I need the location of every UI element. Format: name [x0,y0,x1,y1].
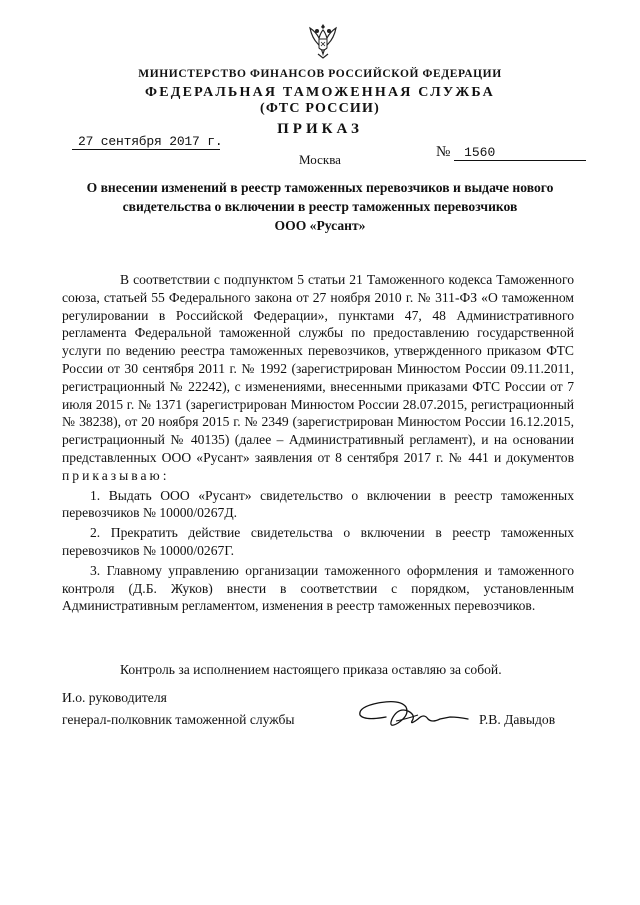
preamble-text: В соответствии с подпунктом 5 статьи 21 Таможенного кодекса Таможенного союза, статьей 55 Федерального закона от 27 ноября 2010 г. № 311-ФЗ «О таможенном регулировании в Российской Федерации», пунктами 47, 48 Административного регламента Федеральной таможенной службы по предоставлению государственной услуги по ведению реестра таможенных перевозчиков, утвержденного приказом ФТС России от 30 сентября 2011 г. № 1992 (зарегистрирован Минюстом России 09.11.2011, регистрационный № 22242), с изменениями, внесенными приказами ФТС России от 7 июля 2015 г. № 1371 (зарегистрирован Минюстом России 28.07.2015, регистрационный № 38238), от 20 ноября 2015 г. № 2349 (зарегистрирован Минюстом России 16.12.2015, регистрационный № 40135) (далее – Административный регламент), и на основании представленных ООО «Русант» заявления от 8 сентября 2017 г. № 441 и документов [62,272,574,465]
handwritten-signature-icon [356,695,484,735]
order-item: 2. Прекратить действие свидетельства о включении в реестр таможенных перевозчиков № 10000/0267Г. [62,525,574,558]
order-item: 1. Выдать ООО «Русант» свидетельство о включении в реестр таможенных перевозчиков № 10000/0267Д. [62,487,574,521]
control-clause: Контроль за исполнением настоящего приказа оставляю за собой. [120,662,502,677]
signer-position-line2: генерал-полковник таможенной службы [62,712,295,727]
service-abbreviation: (ФТС РОССИИ) [260,101,380,116]
city: Москва [299,152,341,167]
number-value: 1560 [454,145,586,161]
ministry-name: МИНИСТЕРСТВО ФИНАНСОВ РОССИЙСКОЙ ФЕДЕРАЦИИ [138,68,502,80]
preamble-paragraph [62,271,574,485]
document-type: ПРИКАЗ [277,121,363,137]
service-name: ФЕДЕРАЛЬНАЯ ТАМОЖЕННАЯ СЛУЖБА [145,85,495,100]
document-subject [60,178,580,235]
subject-line: свидетельства о включении в реестр таможенных перевозчиков [122,199,518,214]
signer-name: Р.В. Давыдов [479,712,556,727]
document-date: 27 сентября 2017 г. [72,134,220,150]
order-word: приказываю: [62,467,170,483]
number-sign: № [436,144,451,160]
russian-coat-of-arms-icon [306,22,340,60]
order-item: 3. Главному управлению организации таможенного оформления и таможенного контроля (Д.Б. Жуков) внести в соответствии с порядком, установленным Административным регламентом, изменения в реестр таможенных перевозчиков. [62,562,574,614]
subject-line: ООО «Русант» [274,218,366,233]
document-body [62,271,574,615]
signer-position-line1: И.о. руководителя [62,690,167,705]
subject-line: О внесении изменений в реестр таможенных перевозчиков и выдаче нового [86,180,554,195]
